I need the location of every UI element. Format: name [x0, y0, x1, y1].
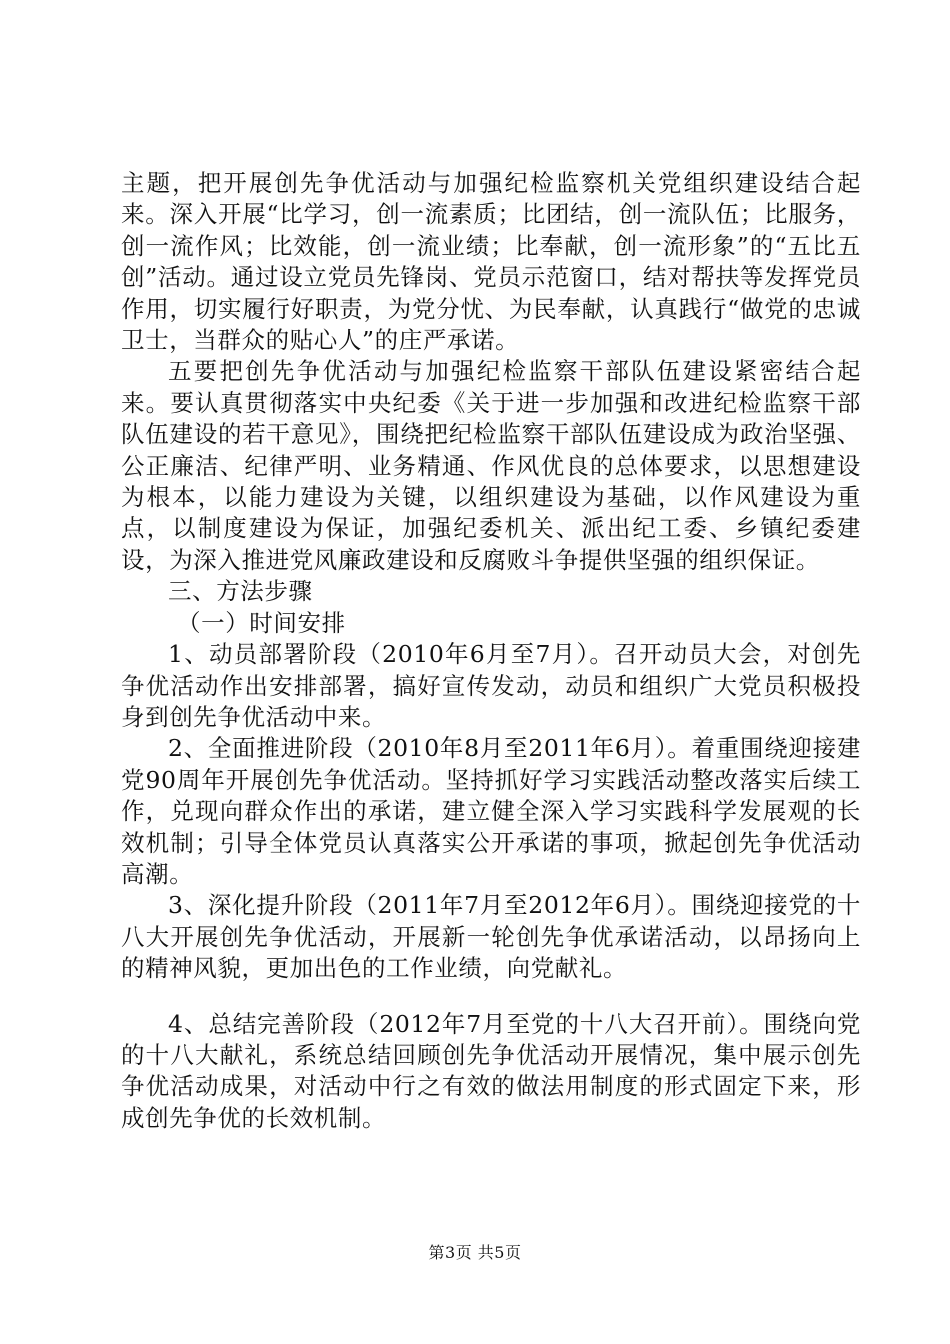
paragraph-phase-4: 4、总结完善阶段（2012年7月至党的十八大召开前）。围绕向党的十八大献礼，系统总结回顾创先争优活动开展情况，集中展示创先争优活动成果，对活动中行之有效的做法用制度的形式固定下来，形成创先争优的长效机制。 — [121, 1009, 861, 1132]
paragraph-phase-2: 2、全面推进阶段（2010年8月至2011年6月）。着重围绕迎接建党90周年开展创先争优活动。坚持抓好学习实践活动整改落实后续工作，兑现向群众作出的承诺，建立健全深入学习实践科学发展观的长效机制；引导全体党员认真落实公开承诺的事项，掀起创先争优活动高潮。 — [121, 734, 861, 888]
page-number-footer: 第3页 共5页 — [428, 1243, 522, 1262]
section-heading-methods: 三、方法步骤 — [168, 577, 313, 606]
paragraph-continued-theme: 主题，把开展创先争优活动与加强纪检监察机关党组织建设结合起来。深入开展“比学习，创一流素质；比团结，创一流队伍；比服务，创一流作风；比效能，创一流业绩；比奉献，创一流形象”的“五比五创”活动。通过设立党员先锋岗、党员示范窗口，结对帮扶等发挥党员作用，切实履行好职责，为党分忧、为民奉献，认真践行“做党的忠诚卫士，当群众的贴心人”的庄严承诺。 — [121, 169, 861, 355]
document-body — [121, 168, 861, 1134]
paragraph-phase-3: 3、深化提升阶段（2011年7月至2012年6月）。围绕迎接党的十八大开展创先争优活动，开展新一轮创先争优承诺活动，以昂扬向上的精神风貌，更加出色的工作业绩，向党献礼。 — [121, 891, 861, 983]
subsection-heading-schedule: （一）时间安排 — [177, 608, 346, 637]
paragraph-fifth-requirement: 五要把创先争优活动与加强纪检监察干部队伍建设紧密结合起来。要认真贯彻落实中央纪委《关于进一步加强和改进纪检监察干部队伍建设的若干意见》，围绕把纪检监察干部队伍建设成为政治坚强、公正廉洁、纪律严明、业务精通、作风优良的总体要求，以思想建设为根本，以能力建设为关键，以组织建设为基础，以作风建设为重点，以制度建设为保证，加强纪委机关、派出纪工委、乡镇纪委建设，为深入推进党风廉政建设和反腐败斗争提供坚强的组织保证。 — [121, 357, 861, 574]
paragraph-phase-1: 1、动员部署阶段（2010年6月至7月）。召开动员大会，对创先争优活动作出安排部署，搞好宣传发动，动员和组织广大党员积极投身到创先争优活动中来。 — [121, 640, 861, 731]
